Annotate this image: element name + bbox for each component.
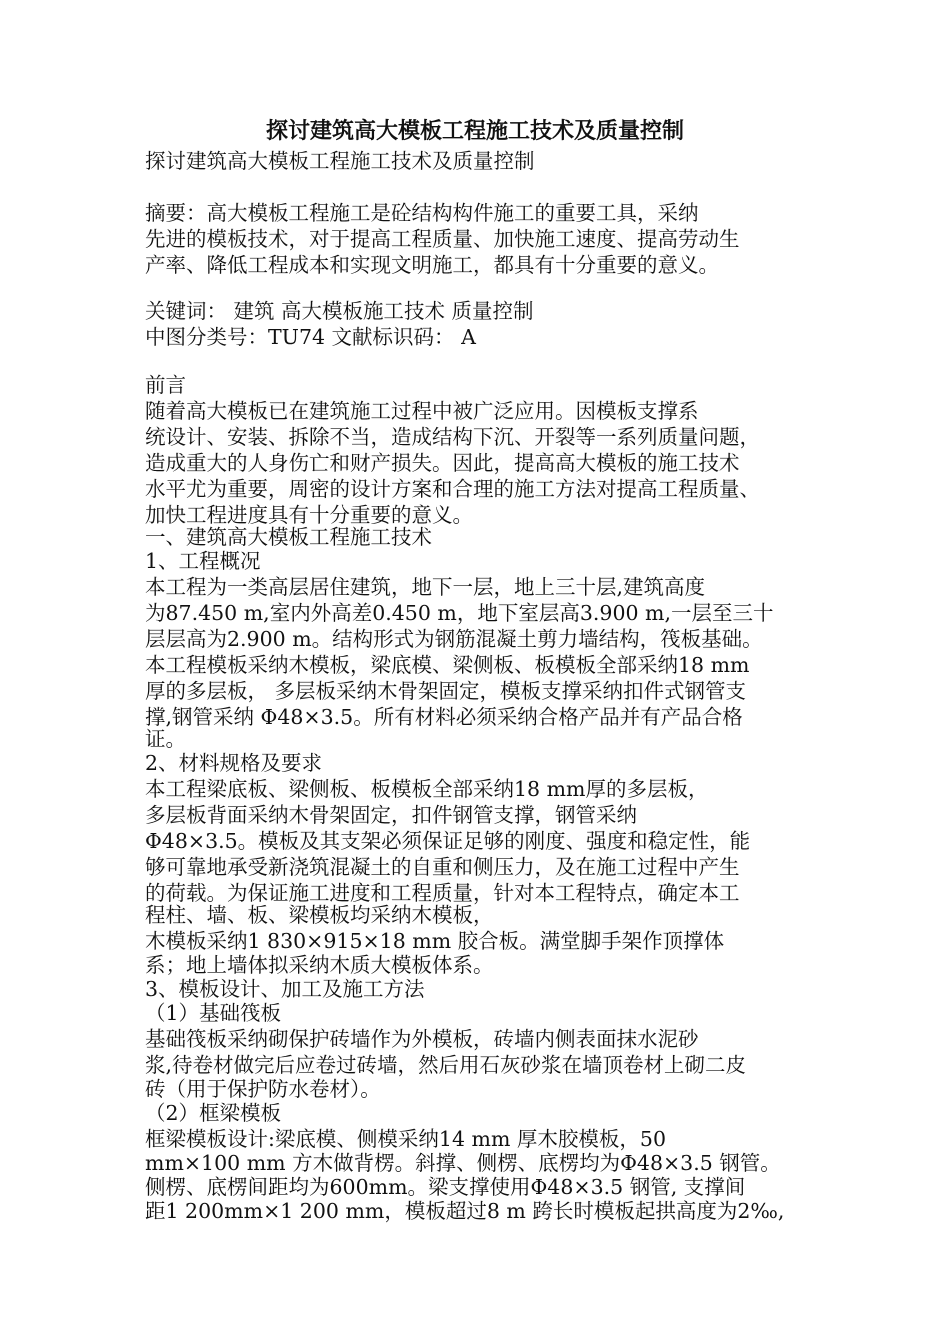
abstract-line: 产率、降低工程成本和实现文明施工，都具有十分重要的意义。 — [145, 253, 719, 277]
section-heading: 前言 — [145, 373, 186, 397]
section-heading: 1、工程概况 — [145, 549, 261, 573]
body-line: 造成重大的人身伤亡和财产损失。因此，提高高大模板的施工技术 — [145, 451, 740, 475]
section-heading: 一、建筑高大模板工程施工技术 — [145, 525, 432, 549]
body-line: 程柱、墙、板、梁模板均采纳木模板， — [145, 903, 494, 927]
body-line: 为87.450 m,室内外高差0.450 m，地下室层高3.900 m,一层至三十 — [145, 601, 774, 625]
body-line: 本工程模板采纳木模板，梁底模、梁侧板、板模板全部采纳18 mm — [145, 653, 750, 677]
body-line: 加快工程进度具有十分重要的意义。 — [145, 503, 473, 527]
section-heading: 3、模板设计、加工及施工方法 — [145, 977, 425, 1001]
body-line: 层层高为2.900 m。结构形式为钢筋混凝土剪力墙结构，筏板基础。 — [145, 627, 763, 651]
body-line: 砖（用于保护防水卷材）。 — [145, 1077, 381, 1101]
subtitle-line: 探讨建筑高大模板工程施工技术及质量控制 — [145, 149, 535, 173]
body-line: 统设计、安装、拆除不当，造成结构下沉、开裂等一系列质量问题， — [145, 425, 760, 449]
keywords-line: 关键词： 建筑 高大模板施工技术 质量控制 — [145, 299, 534, 323]
body-line: 距1 200mm×1 200 mm，模板超过8 m 跨长时模板起拱高度为2‰, — [145, 1199, 785, 1223]
body-line: 浆,待卷材做完后应卷过砖墙，然后用石灰砂浆在墙顶卷材上砌二皮 — [145, 1053, 747, 1077]
subsection-heading: （1）基础筏板 — [145, 1001, 282, 1025]
body-line: 本工程梁底板、梁侧板、板模板全部采纳18 mm厚的多层板， — [145, 777, 709, 801]
body-line: 的荷载。为保证施工进度和工程质量，针对本工程特点，确定本工 — [145, 881, 740, 905]
body-line: 随着高大模板已在建筑施工过程中被广泛应用。因模板支撑系 — [145, 399, 699, 423]
body-line: mm×100 mm 方木做背楞。斜撑、侧楞、底楞均为Φ48×3.5 钢管。 — [145, 1151, 781, 1175]
body-line: 撑,钢管采纳 Φ48×3.5。所有材料必须采纳合格产品并有产品合格 — [145, 705, 743, 729]
body-line: 水平尤为重要，周密的设计方案和合理的施工方法对提高工程质量、 — [145, 477, 760, 501]
body-line: 够可靠地承受新浇筑混凝土的自重和侧压力，及在施工过程中产生 — [145, 855, 740, 879]
body-line: 多层板背面采纳木骨架固定，扣件钢管支撑，钢管采纳 — [145, 803, 637, 827]
abstract-line: 摘要：高大模板工程施工是砼结构构件施工的重要工具，采纳 — [145, 201, 699, 225]
section-heading: 2、材料规格及要求 — [145, 751, 323, 775]
body-line: 木模板采纳1 830×915×18 mm 胶合板。满堂脚手架作顶撑体 — [145, 929, 725, 953]
abstract-line: 先进的模板技术，对于提高工程质量、加快施工速度、提高劳动生 — [145, 227, 740, 251]
classification-line: 中图分类号：TU74 文献标识码： A — [145, 325, 476, 349]
body-line: 系；地上墙体拟采纳木质大模板体系。 — [145, 953, 494, 977]
body-line: 证。 — [145, 727, 186, 751]
body-line: 框梁模板设计:梁底模、侧模采纳14 mm 厚木胶模板，50 — [145, 1127, 666, 1151]
body-line: 厚的多层板， 多层板采纳木骨架固定，模板支撑采纳扣件式钢管支 — [145, 679, 747, 703]
body-line: 本工程为一类高层居住建筑，地下一层，地上三十层,建筑高度 — [145, 575, 706, 599]
body-line: 基础筏板采纳砌保护砖墙作为外模板，砖墙内侧表面抹水泥砂 — [145, 1027, 699, 1051]
body-line: 侧楞、底楞间距均为600mm。梁支撑使用Φ48×3.5 钢管, 支撑间 — [145, 1175, 746, 1199]
subsection-heading: （2）框梁模板 — [145, 1101, 282, 1125]
document-title: 探讨建筑高大模板工程施工技术及质量控制 — [265, 119, 684, 144]
body-line: Φ48×3.5。模板及其支架必须保证足够的刚度、强度和稳定性，能 — [145, 829, 751, 853]
